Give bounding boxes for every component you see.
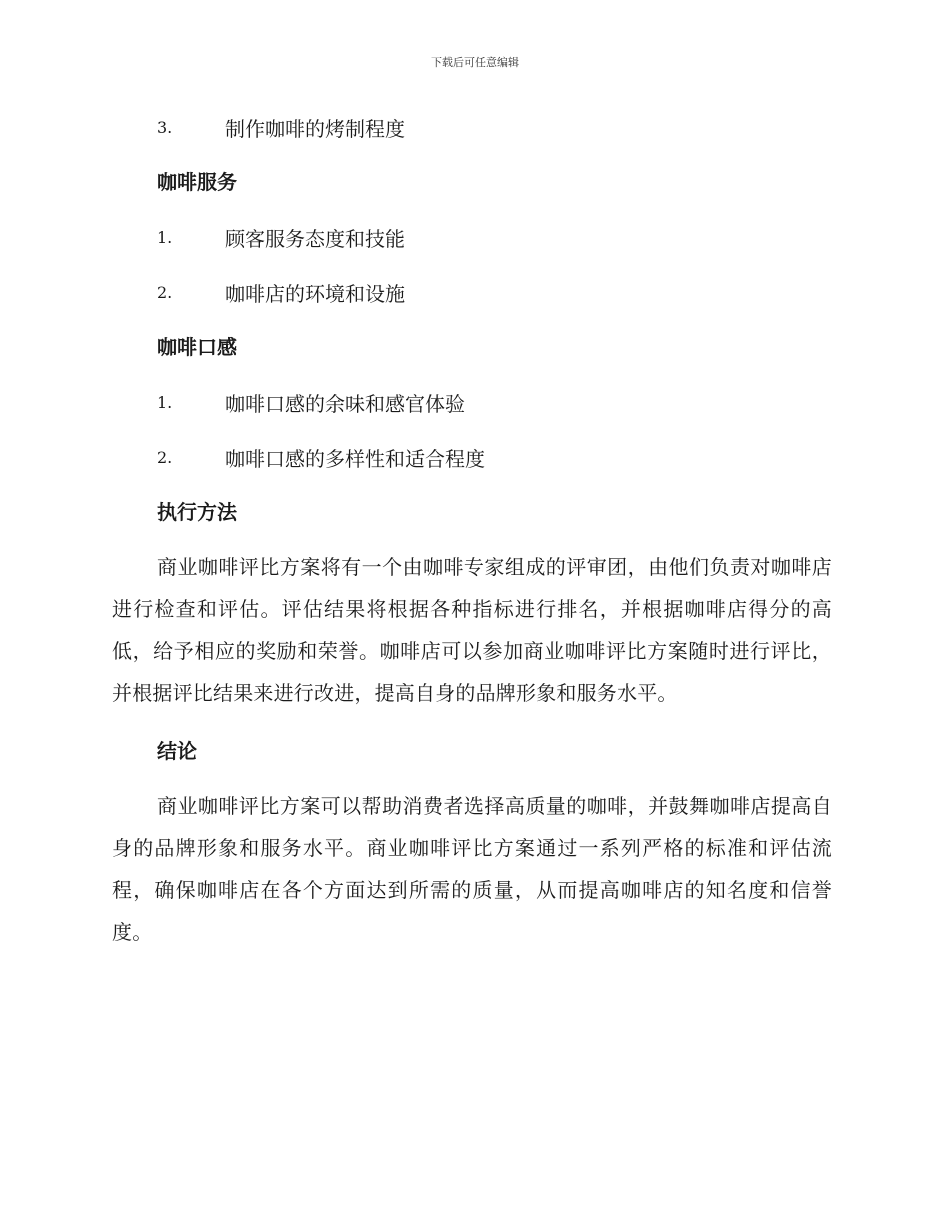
list-number: 2. — [157, 282, 173, 302]
list-text: 制作咖啡的烤制程度 — [225, 116, 405, 141]
list-number: 2. — [157, 447, 173, 467]
list-text: 顾客服务态度和技能 — [225, 226, 405, 251]
list-item — [112, 383, 832, 421]
list-text: 咖啡口感的余味和感官体验 — [225, 391, 465, 416]
list-number: 1. — [157, 227, 173, 247]
section-heading-method: 执行方法 — [157, 500, 237, 524]
list-item — [112, 438, 832, 476]
list-item — [112, 218, 832, 256]
section-heading-taste: 咖啡口感 — [157, 335, 237, 359]
method-paragraph: 商业咖啡评比方案将有一个由咖啡专家组成的评审团，由他们负责对咖啡店进行检查和评估。评估结果将根据各种指标进行排名，并根据咖啡店得分的高低，给予相应的奖励和荣誉。咖啡店可以参加商业咖啡评比方案随时进行评比，并根据评比结果来进行改进，提高自身的品牌形象和服务水平。 — [112, 555, 832, 705]
section-heading-conclusion: 结论 — [157, 739, 197, 763]
header-note: 下载后可任意编辑 — [431, 56, 519, 69]
list-number: 1. — [157, 392, 173, 412]
conclusion-paragraph: 商业咖啡评比方案可以帮助消费者选择高质量的咖啡，并鼓舞咖啡店提高自身的品牌形象和服务水平。商业咖啡评比方案通过一系列严格的标准和评估流程，确保咖啡店在各个方面达到所需的质量，从而提高咖啡店的知名度和信誉度。 — [112, 794, 832, 944]
list-item — [112, 108, 832, 146]
document-body — [112, 108, 832, 971]
list-text: 咖啡店的环境和设施 — [225, 281, 405, 306]
list-text: 咖啡口感的多样性和适合程度 — [225, 446, 485, 471]
section-heading-service: 咖啡服务 — [157, 170, 237, 194]
list-number: 3. — [157, 117, 173, 137]
list-item — [112, 273, 832, 311]
